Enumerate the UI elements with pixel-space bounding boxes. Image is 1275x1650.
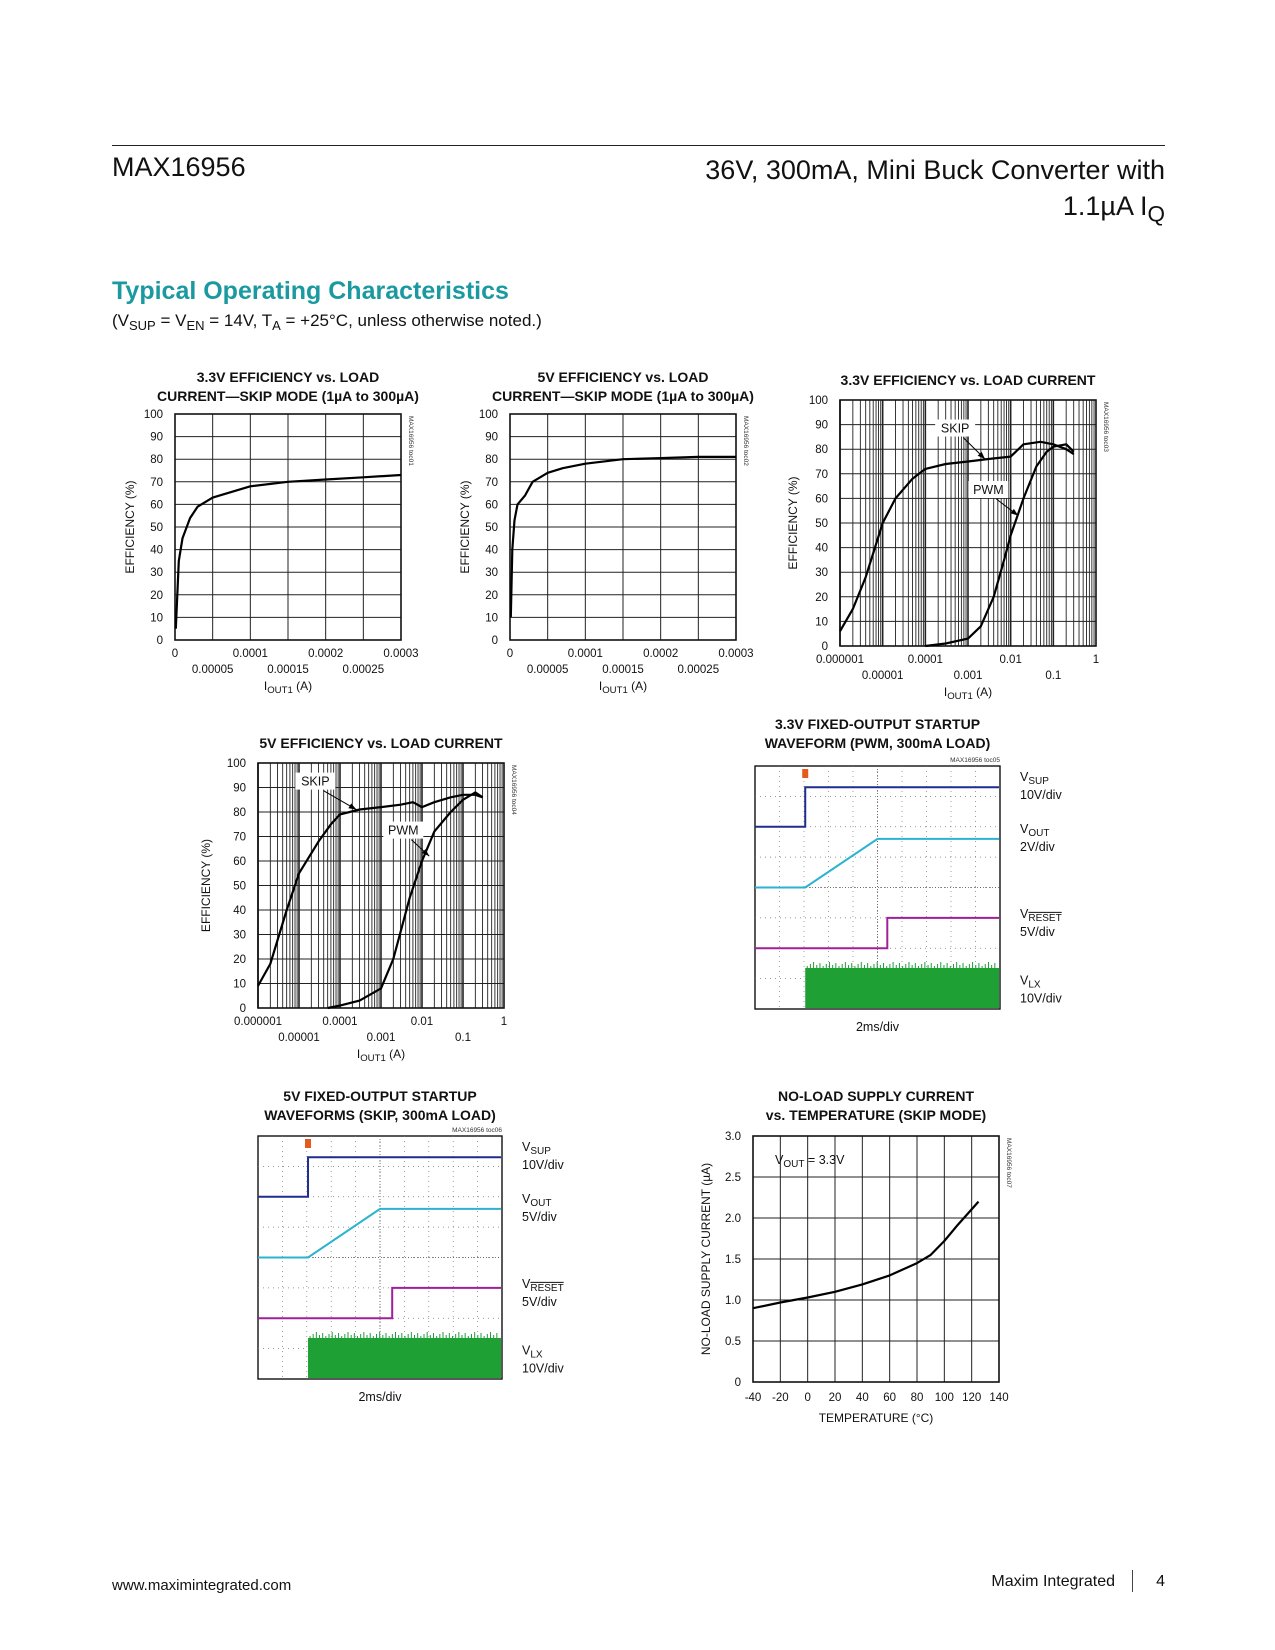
title-line-1: 36V, 300mA, Mini Buck Converter with — [705, 155, 1165, 185]
page-number: 4 — [1156, 1573, 1165, 1590]
series-line — [840, 442, 1074, 631]
x-tick-label: 0.0002 — [643, 648, 679, 660]
y-tick-label: 90 — [815, 419, 828, 432]
trace-label-sup-sub: SUP — [530, 1146, 551, 1158]
x-tick-label: -20 — [772, 1392, 789, 1404]
y-tick-label: 70 — [233, 831, 246, 844]
trace-scale-sup: 10V/div — [1020, 788, 1062, 803]
x-axis-label-sub: OUT1 — [360, 1053, 386, 1064]
trace-scale-reset: 5V/div — [522, 1294, 557, 1309]
chart-title: 3.3V EFFICIENCY vs. LOAD CURRENT — [840, 372, 1096, 388]
x-tick-label: 0.001 — [366, 1032, 396, 1044]
cond-sub: EN — [186, 318, 205, 333]
cond-part: (V — [112, 311, 129, 330]
x-tick-label: 60 — [883, 1392, 897, 1404]
x-tick-label: 100 — [934, 1392, 954, 1404]
x-axis-label-rest: (A) — [972, 685, 993, 699]
x-tick-label: 0.0003 — [718, 648, 754, 660]
series-line — [258, 795, 483, 986]
trace-label-out-main: V — [522, 1191, 531, 1206]
trace-label-sup-sub: SUP — [1028, 776, 1049, 788]
trace-scale-out: 5V/div — [522, 1209, 557, 1224]
x-axis-label: TEMPERATURE (°C) — [818, 1411, 934, 1425]
y-tick-label: 2.0 — [725, 1213, 741, 1225]
x-tick-label: 0.1 — [1045, 670, 1062, 682]
y-tick-label: 60 — [815, 493, 828, 506]
chart-title: 3.3V EFFICIENCY vs. LOAD — [196, 369, 380, 385]
x-axis-label-main: I — [356, 1047, 361, 1061]
y-tick-label: 30 — [150, 567, 163, 580]
trace-scale-sup: 10V/div — [522, 1158, 564, 1173]
trace-scale-out: 2V/div — [1020, 839, 1055, 854]
y-axis-label: EFFICIENCY (%) — [199, 838, 213, 933]
y-tick-label: 1.0 — [725, 1295, 741, 1307]
x-axis-label-sub: OUT1 — [947, 691, 973, 702]
chart-id-note: MAX16956 toc07 — [1005, 1138, 1012, 1188]
x-tick-label: 0.0001 — [907, 654, 943, 666]
footer-url[interactable]: www.maximintegrated.com — [112, 1577, 292, 1594]
grid — [753, 1136, 999, 1382]
y-tick-label: 0 — [239, 1003, 246, 1015]
section-heading: Typical Operating Characteristics — [112, 277, 509, 305]
chart-id-note: MAX16956 toc02 — [742, 416, 749, 466]
y-axis-label: EFFICIENCY (%) — [458, 480, 472, 574]
y-tick-label: 50 — [485, 522, 498, 534]
footer-divider — [1132, 1570, 1133, 1592]
x-axis-label-main: I — [263, 679, 268, 693]
y-tick-label: 70 — [815, 468, 828, 481]
grid — [175, 414, 401, 640]
inset-label-main: V — [775, 1153, 784, 1167]
y-axis-label: EFFICIENCY (%) — [123, 480, 137, 574]
y-tick-label: 40 — [233, 905, 246, 917]
y-tick-label: 100 — [808, 395, 828, 407]
x-axis-label-rest: (A) — [292, 679, 313, 693]
x-tick-label: 0 — [506, 648, 514, 660]
y-tick-label: 2.5 — [725, 1172, 741, 1184]
y-tick-label: 20 — [815, 591, 828, 604]
y-tick-label: 0 — [734, 1377, 741, 1389]
annotation-label: PWM — [973, 483, 1004, 498]
series-skip — [258, 795, 483, 986]
trace-scale-reset: 5V/div — [1020, 924, 1055, 939]
x-tick-label: 0.00001 — [278, 1032, 320, 1044]
trace-label-out — [1020, 822, 1049, 839]
x-tick-label: 120 — [962, 1392, 982, 1404]
scope-5v-startup-skip — [250, 1086, 590, 1416]
x-tick-label: 0.00015 — [267, 664, 309, 676]
x-tick-label: 0.00005 — [191, 664, 234, 676]
timebase-label: 2ms/div — [358, 1390, 402, 1404]
grid — [510, 414, 736, 640]
chart-title: 5V EFFICIENCY vs. LOAD — [537, 369, 709, 385]
y-tick-label: 20 — [233, 954, 246, 966]
x-axis-label-main: I — [943, 685, 948, 699]
x-tick-label: 0 — [804, 1392, 811, 1404]
x-tick-label: 1 — [1092, 654, 1100, 666]
trace-label-sup — [522, 1140, 551, 1157]
trace-vlx — [308, 1338, 501, 1378]
y-tick-label: 30 — [485, 567, 498, 580]
y-tick-label: 1.5 — [725, 1254, 741, 1266]
y-tick-label: 3.0 — [725, 1131, 741, 1143]
x-tick-label: 20 — [828, 1392, 842, 1404]
trace-label-lx-main: V — [1020, 973, 1029, 988]
timebase-label: 2ms/div — [855, 1020, 900, 1034]
y-tick-label: 40 — [485, 544, 498, 557]
cond-part: = 14V, T — [204, 311, 273, 330]
chart-title: 5V EFFICIENCY vs. LOAD CURRENT — [259, 735, 503, 751]
trace-label-reset-sub: RESET — [1028, 912, 1062, 924]
trace-scale-lx: 10V/div — [522, 1361, 564, 1376]
chart-title: CURRENT—SKIP MODE (1µA to 300µA) — [157, 388, 419, 404]
chart-title: vs. TEMPERATURE (SKIP MODE) — [765, 1107, 987, 1123]
y-tick-label: 20 — [485, 589, 498, 602]
x-tick-label: 0.1 — [455, 1032, 471, 1044]
chart-noload-current-vs-temperature — [690, 1086, 1030, 1436]
y-tick-label: 40 — [815, 542, 828, 555]
y-axis-label: NO-LOAD SUPPLY CURRENT (µA) — [699, 1162, 713, 1356]
annotation-label: SKIP — [301, 774, 330, 789]
x-tick-label: 0.000001 — [816, 654, 864, 666]
chart-id-note: MAX16956 toc05 — [950, 757, 1000, 764]
x-tick-label: 0.0001 — [232, 648, 268, 660]
header-rule — [112, 145, 1165, 146]
chart-title: 3.3V FIXED-OUTPUT STARTUP — [774, 716, 981, 732]
cond-sub: SUP — [129, 318, 156, 333]
y-tick-label: 50 — [233, 880, 246, 893]
document-title — [705, 152, 1165, 232]
chart-title: WAVEFORM (PWM, 300mA LOAD) — [764, 735, 991, 751]
trace-label-lx-sub: LX — [530, 1349, 543, 1361]
test-conditions — [112, 311, 542, 333]
x-axis-label — [357, 1047, 405, 1064]
chart-3v3-efficiency-log — [785, 370, 1130, 710]
annotation-label: SKIP — [940, 421, 970, 436]
x-tick-label: 40 — [855, 1392, 869, 1404]
annotation-skip — [935, 420, 985, 460]
chart-title: NO-LOAD SUPPLY CURRENT — [777, 1088, 975, 1104]
inset-label-rest: = 3.3V — [804, 1153, 845, 1167]
y-tick-label: 100 — [143, 409, 163, 421]
annotation-skip — [295, 773, 356, 810]
y-tick-label: 80 — [233, 807, 246, 819]
x-tick-label: 0.0001 — [322, 1016, 358, 1028]
chart-id-note: MAX16956 toc01 — [407, 416, 414, 466]
x-tick-label: 0.01 — [410, 1016, 434, 1028]
y-tick-label: 90 — [233, 782, 246, 795]
trace-label-lx — [522, 1344, 543, 1361]
part-number: MAX16956 — [112, 152, 246, 182]
x-axis-label-main: I — [598, 679, 603, 693]
trace-label-sup-main: V — [1020, 770, 1029, 785]
chart-title: 5V FIXED-OUTPUT STARTUP — [283, 1088, 477, 1104]
y-tick-label: 50 — [150, 522, 163, 534]
trace-vlx — [805, 968, 999, 1008]
x-axis-label — [599, 679, 647, 696]
x-axis-label-sub: OUT1 — [602, 685, 628, 696]
grid — [840, 400, 1096, 646]
y-tick-label: 50 — [815, 518, 828, 530]
y-tick-label: 20 — [150, 589, 163, 602]
y-tick-label: 30 — [233, 929, 246, 942]
chart-id-note: MAX16956 toc03 — [1102, 402, 1109, 452]
x-tick-label: -40 — [744, 1392, 762, 1404]
y-tick-label: 80 — [485, 454, 498, 467]
annotation-label: PWM — [388, 823, 419, 838]
x-tick-label: 0.0001 — [567, 648, 603, 660]
cond-part: = V — [155, 311, 187, 330]
trace-label-sup-main: V — [522, 1140, 531, 1155]
y-tick-label: 60 — [233, 856, 246, 868]
chart-5v-efficiency-log — [200, 733, 530, 1073]
chart-id-note: MAX16956 toc06 — [452, 1127, 502, 1134]
title-line-2-sub: Q — [1147, 201, 1165, 227]
y-tick-label: 60 — [485, 499, 498, 512]
trace-label-out-sub: OUT — [1028, 827, 1050, 839]
y-tick-label: 60 — [150, 499, 163, 512]
trigger-marker — [305, 1139, 311, 1148]
x-tick-label: 140 — [989, 1392, 1009, 1404]
x-axis-label — [944, 685, 992, 702]
trace-label-reset — [522, 1277, 564, 1294]
chart-id-note: MAX16956 toc04 — [510, 765, 517, 815]
annotation-arrowhead — [1011, 509, 1019, 516]
trace-label-lx-main: V — [522, 1343, 531, 1358]
x-tick-label: 0.00025 — [677, 664, 720, 676]
y-tick-label: 10 — [815, 616, 828, 629]
chart-title: CURRENT—SKIP MODE (1µA to 300µA) — [492, 388, 754, 404]
trace-label-lx-sub: LX — [1028, 979, 1041, 991]
y-tick-label: 80 — [815, 444, 828, 457]
x-tick-label: 0.0003 — [383, 648, 419, 660]
x-tick-label: 0.01 — [999, 654, 1022, 666]
series-skip — [840, 442, 1074, 632]
x-tick-label: 0.00005 — [526, 664, 569, 676]
y-tick-label: 70 — [150, 476, 163, 489]
y-tick-label: 0 — [821, 641, 828, 653]
trace-label-out — [522, 1192, 551, 1209]
trace-scale-lx: 10V/div — [1020, 991, 1062, 1006]
y-tick-label: 100 — [478, 409, 498, 421]
chart-title: WAVEFORMS (SKIP, 300mA LOAD) — [264, 1107, 496, 1123]
y-axis-label: EFFICIENCY (%) — [786, 476, 800, 570]
y-tick-label: 80 — [150, 454, 163, 467]
y-tick-label: 100 — [226, 758, 246, 770]
x-tick-label: 0.00015 — [602, 664, 644, 676]
x-axis-label-rest: (A) — [627, 679, 648, 693]
y-tick-label: 40 — [150, 544, 163, 557]
x-tick-label: 0.00001 — [861, 670, 904, 682]
inset-label-sub: OUT — [783, 1159, 805, 1170]
x-tick-label: 80 — [910, 1392, 924, 1404]
x-axis-label-sub: OUT1 — [267, 685, 293, 696]
trace-label-out-main: V — [1020, 821, 1029, 836]
title-line-2 — [705, 188, 1165, 232]
cond-sub: A — [272, 318, 281, 333]
y-tick-label: 30 — [815, 567, 828, 580]
trace-label-out-sub: OUT — [530, 1197, 552, 1209]
title-line-2-main: 1.1µA I — [1062, 191, 1148, 221]
x-tick-label: 0.0002 — [308, 648, 344, 660]
cond-part: = +25°C, unless otherwise noted.) — [280, 311, 542, 330]
chart-3v3-efficiency-skip-linear — [120, 370, 450, 710]
x-tick-label: 1 — [500, 1016, 508, 1028]
y-tick-label: 10 — [233, 978, 246, 991]
trace-label-reset-main: V — [1020, 906, 1029, 921]
scope-3v3-startup-pwm — [745, 713, 1085, 1043]
y-tick-label: 10 — [485, 612, 498, 625]
y-tick-label: 90 — [150, 431, 163, 444]
chart-5v-efficiency-skip-linear — [455, 370, 785, 710]
x-tick-label: 0.001 — [953, 670, 983, 682]
x-tick-label: 0.000001 — [234, 1016, 282, 1028]
trigger-marker — [802, 769, 808, 778]
y-tick-label: 0.5 — [725, 1336, 741, 1348]
y-tick-label: 90 — [485, 431, 498, 444]
x-axis-label-rest: (A) — [385, 1047, 406, 1061]
x-tick-label: 0 — [171, 648, 179, 660]
trace-label-reset — [1020, 907, 1062, 924]
trace-label-lx — [1020, 974, 1041, 991]
y-tick-label: 10 — [150, 612, 163, 625]
x-tick-label: 0.00025 — [342, 664, 385, 676]
trace-label-sup — [1020, 770, 1049, 787]
y-tick-label: 0 — [156, 635, 163, 647]
x-axis-label — [264, 679, 312, 696]
trace-label-reset-main: V — [522, 1276, 531, 1291]
footer-company: Maxim Integrated — [991, 1573, 1115, 1590]
y-tick-label: 0 — [491, 635, 498, 647]
trace-label-reset-sub: RESET — [530, 1282, 564, 1294]
y-tick-label: 70 — [485, 476, 498, 489]
